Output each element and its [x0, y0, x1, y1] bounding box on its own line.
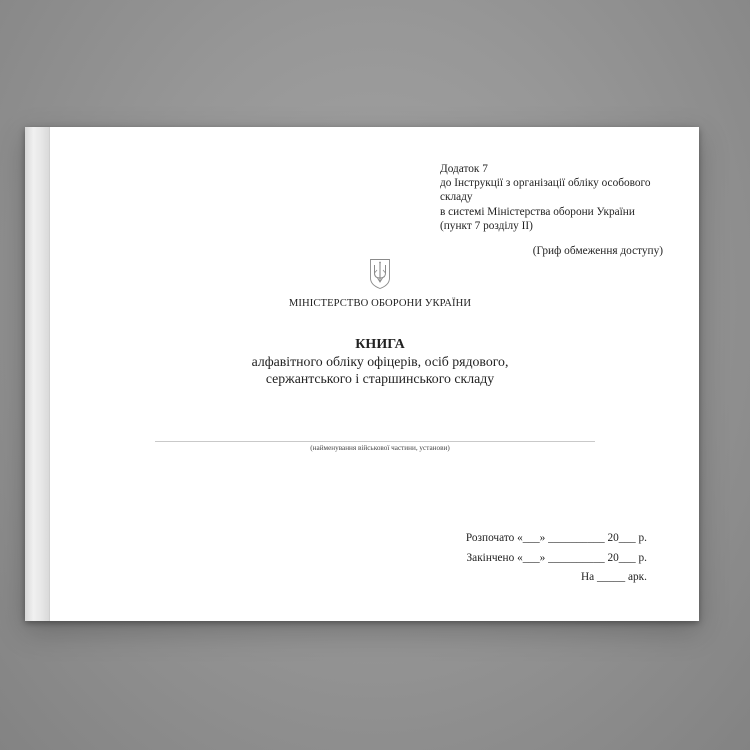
annex-line-number: Додаток 7 — [440, 163, 488, 175]
ministry-name: МІНІСТЕРСТВО ОБОРОНИ УКРАЇНИ — [288, 298, 472, 309]
unit-name-caption: (найменування військової частини, установи) — [310, 444, 450, 452]
subtitle-line-1: алфавітного обліку офіцерів, осіб рядового, — [251, 354, 509, 369]
annex-note — [440, 162, 680, 233]
annex-line-ministry: в системі Міністерства оборони України — [440, 205, 635, 218]
dates-block — [466, 529, 647, 588]
sheet-count: На _____ арк. — [580, 571, 647, 583]
book-title: КНИГА — [355, 337, 405, 352]
access-restriction-stamp: (Гриф обмеження доступу) — [532, 245, 663, 257]
unit-name-line — [155, 441, 595, 442]
book-cover — [25, 127, 699, 621]
annex-line-instruction: до Інструкції з організації обліку особового — [440, 177, 651, 190]
book-subtitle — [25, 353, 735, 387]
subtitle-line-2: сержантського і старшинського складу — [265, 371, 495, 386]
annex-line-personnel: складу — [440, 191, 473, 204]
trident-coat-of-arms-icon — [369, 258, 391, 290]
annex-line-clause: (пункт 7 розділу II) — [440, 219, 533, 232]
finished-date: Закінчено «___» __________ 20___ р. — [466, 551, 647, 564]
started-date: Розпочато «___» __________ 20___ р. — [465, 532, 647, 544]
